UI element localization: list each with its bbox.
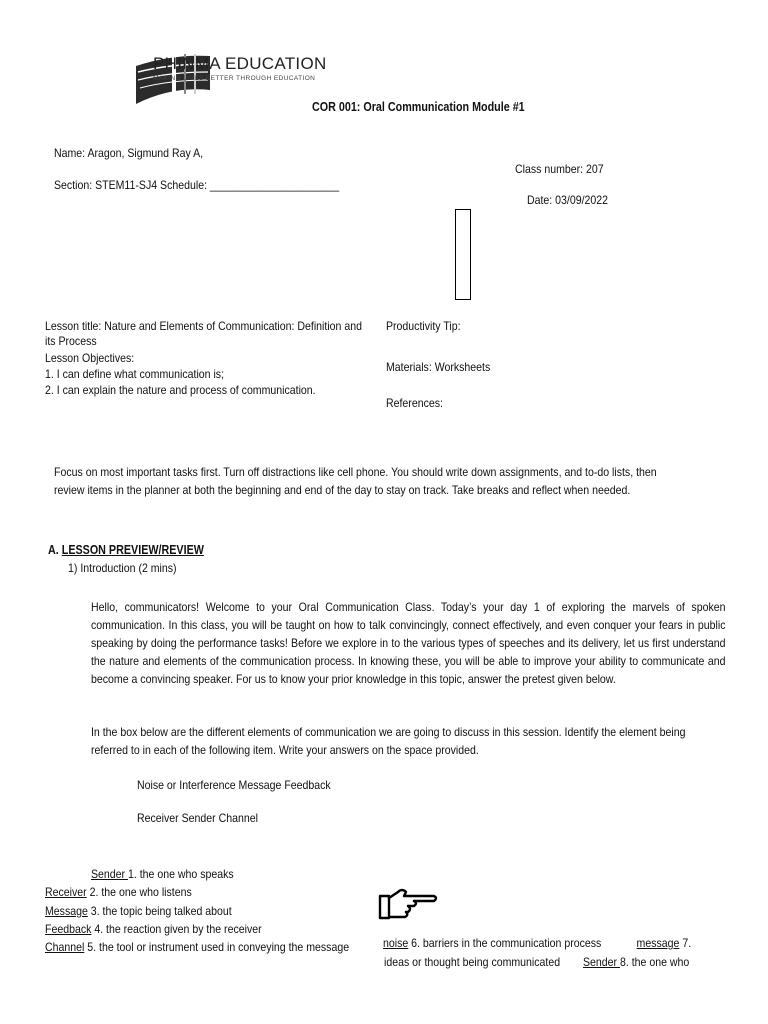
item-4-text: 4. the reaction given by the receiver — [91, 922, 262, 936]
objectives-label: Lesson Objectives: — [45, 351, 135, 365]
item-3-text: 3. the topic being talked about — [87, 904, 232, 918]
answer-8: Sender — [583, 955, 620, 969]
pointing-hand-icon — [378, 884, 440, 922]
answer-box — [455, 209, 471, 300]
item-8-text: 8. the one who — [619, 955, 690, 969]
item-6-7 — [383, 936, 691, 950]
section-a-letter: A. — [48, 543, 62, 557]
date: Date: 03/09/2022 — [527, 193, 609, 207]
item-2 — [45, 885, 192, 899]
item-7-text: ideas or thought being communicated — [384, 955, 561, 969]
materials: Materials: Worksheets — [386, 360, 491, 374]
item-1-text: 1. the one who speaks — [127, 867, 234, 881]
student-name: Name: Aragon, Sigmund Ray A, — [54, 146, 204, 160]
item-4 — [45, 922, 262, 936]
lesson-title-line2: its Process — [45, 334, 97, 348]
section-a-heading — [48, 543, 204, 557]
choices-row-2: Receiver Sender Channel — [137, 811, 258, 825]
item-2-text: 2. the one who listens — [86, 885, 192, 899]
lesson-title-line1: Lesson title: Nature and Elements of Communication: Definition and — [45, 319, 362, 333]
item-7-number: 7. — [679, 936, 692, 950]
class-number: Class number: 207 — [515, 162, 604, 176]
section-a-title: LESSON PREVIEW/REVIEW — [61, 543, 204, 557]
instructions-paragraph: In the box below are the different elements of communication we are going to discuss in this session. Identify the element being referred to in each of the following item. Write your answers on the space provided. — [91, 725, 686, 757]
answer-4: Feedback — [45, 922, 92, 936]
item-3 — [45, 904, 232, 918]
logo-tagline: MAKING LIVES BETTER THROUGH EDUCATION — [153, 75, 316, 82]
objective-2: 2. I can explain the nature and process of communication. — [45, 383, 316, 397]
choices-row-1: Noise or Interference Message Feedback — [137, 778, 331, 792]
answer-3: Message — [45, 904, 88, 918]
productivity-tip-label: Productivity Tip: — [386, 319, 461, 333]
intro-paragraph: Hello, communicators! Welcome to your Oral Communication Class. Today’s your day 1 of exploring the marvels of spoken communication. In this class, you will be taught on how to talk convincingly, connect effectively, and even conquer your fears in public speaking by doing the performance tasks! Before we explore in to the various types of speeches and its delivery, let us first understand the nature and elements of the communication process. In knowing these, you will be able to improve your ability to communicate and become a convincing speaker. For us to know your prior knowledge in this topic, answer the pretest given below. — [91, 600, 726, 686]
item-7-8 — [384, 955, 689, 969]
item-6-text: 6. barriers in the communication process — [408, 936, 602, 950]
introduction-label: 1) Introduction (2 mins) — [68, 561, 177, 575]
answer-7: message — [636, 936, 680, 950]
answer-5: Channel — [45, 940, 85, 954]
productivity-tip-text: Focus on most important tasks first. Turn off distractions like cell phone. You should write down assignments, and to-do lists, then review items in the planner at both the beginning and end of the day to stay on track. Take breaks and reflect when needed. — [54, 465, 657, 497]
references: References: — [386, 396, 443, 410]
logo-name: PHINMA EDUCATION — [153, 54, 327, 73]
section-schedule: Section: STEM11-SJ4 Schedule: ______________________ — [54, 178, 340, 192]
item-1 — [91, 867, 234, 881]
item-5 — [45, 940, 349, 954]
module-title: COR 001: Oral Communication Module #1 — [312, 100, 525, 114]
objective-1: 1. I can define what communication is; — [45, 367, 225, 381]
answer-1: Sender — [91, 867, 128, 881]
answer-6: noise — [383, 936, 409, 950]
answer-2: Receiver — [45, 885, 87, 899]
item-5-text: 5. the tool or instrument used in conveying the message — [84, 940, 350, 954]
